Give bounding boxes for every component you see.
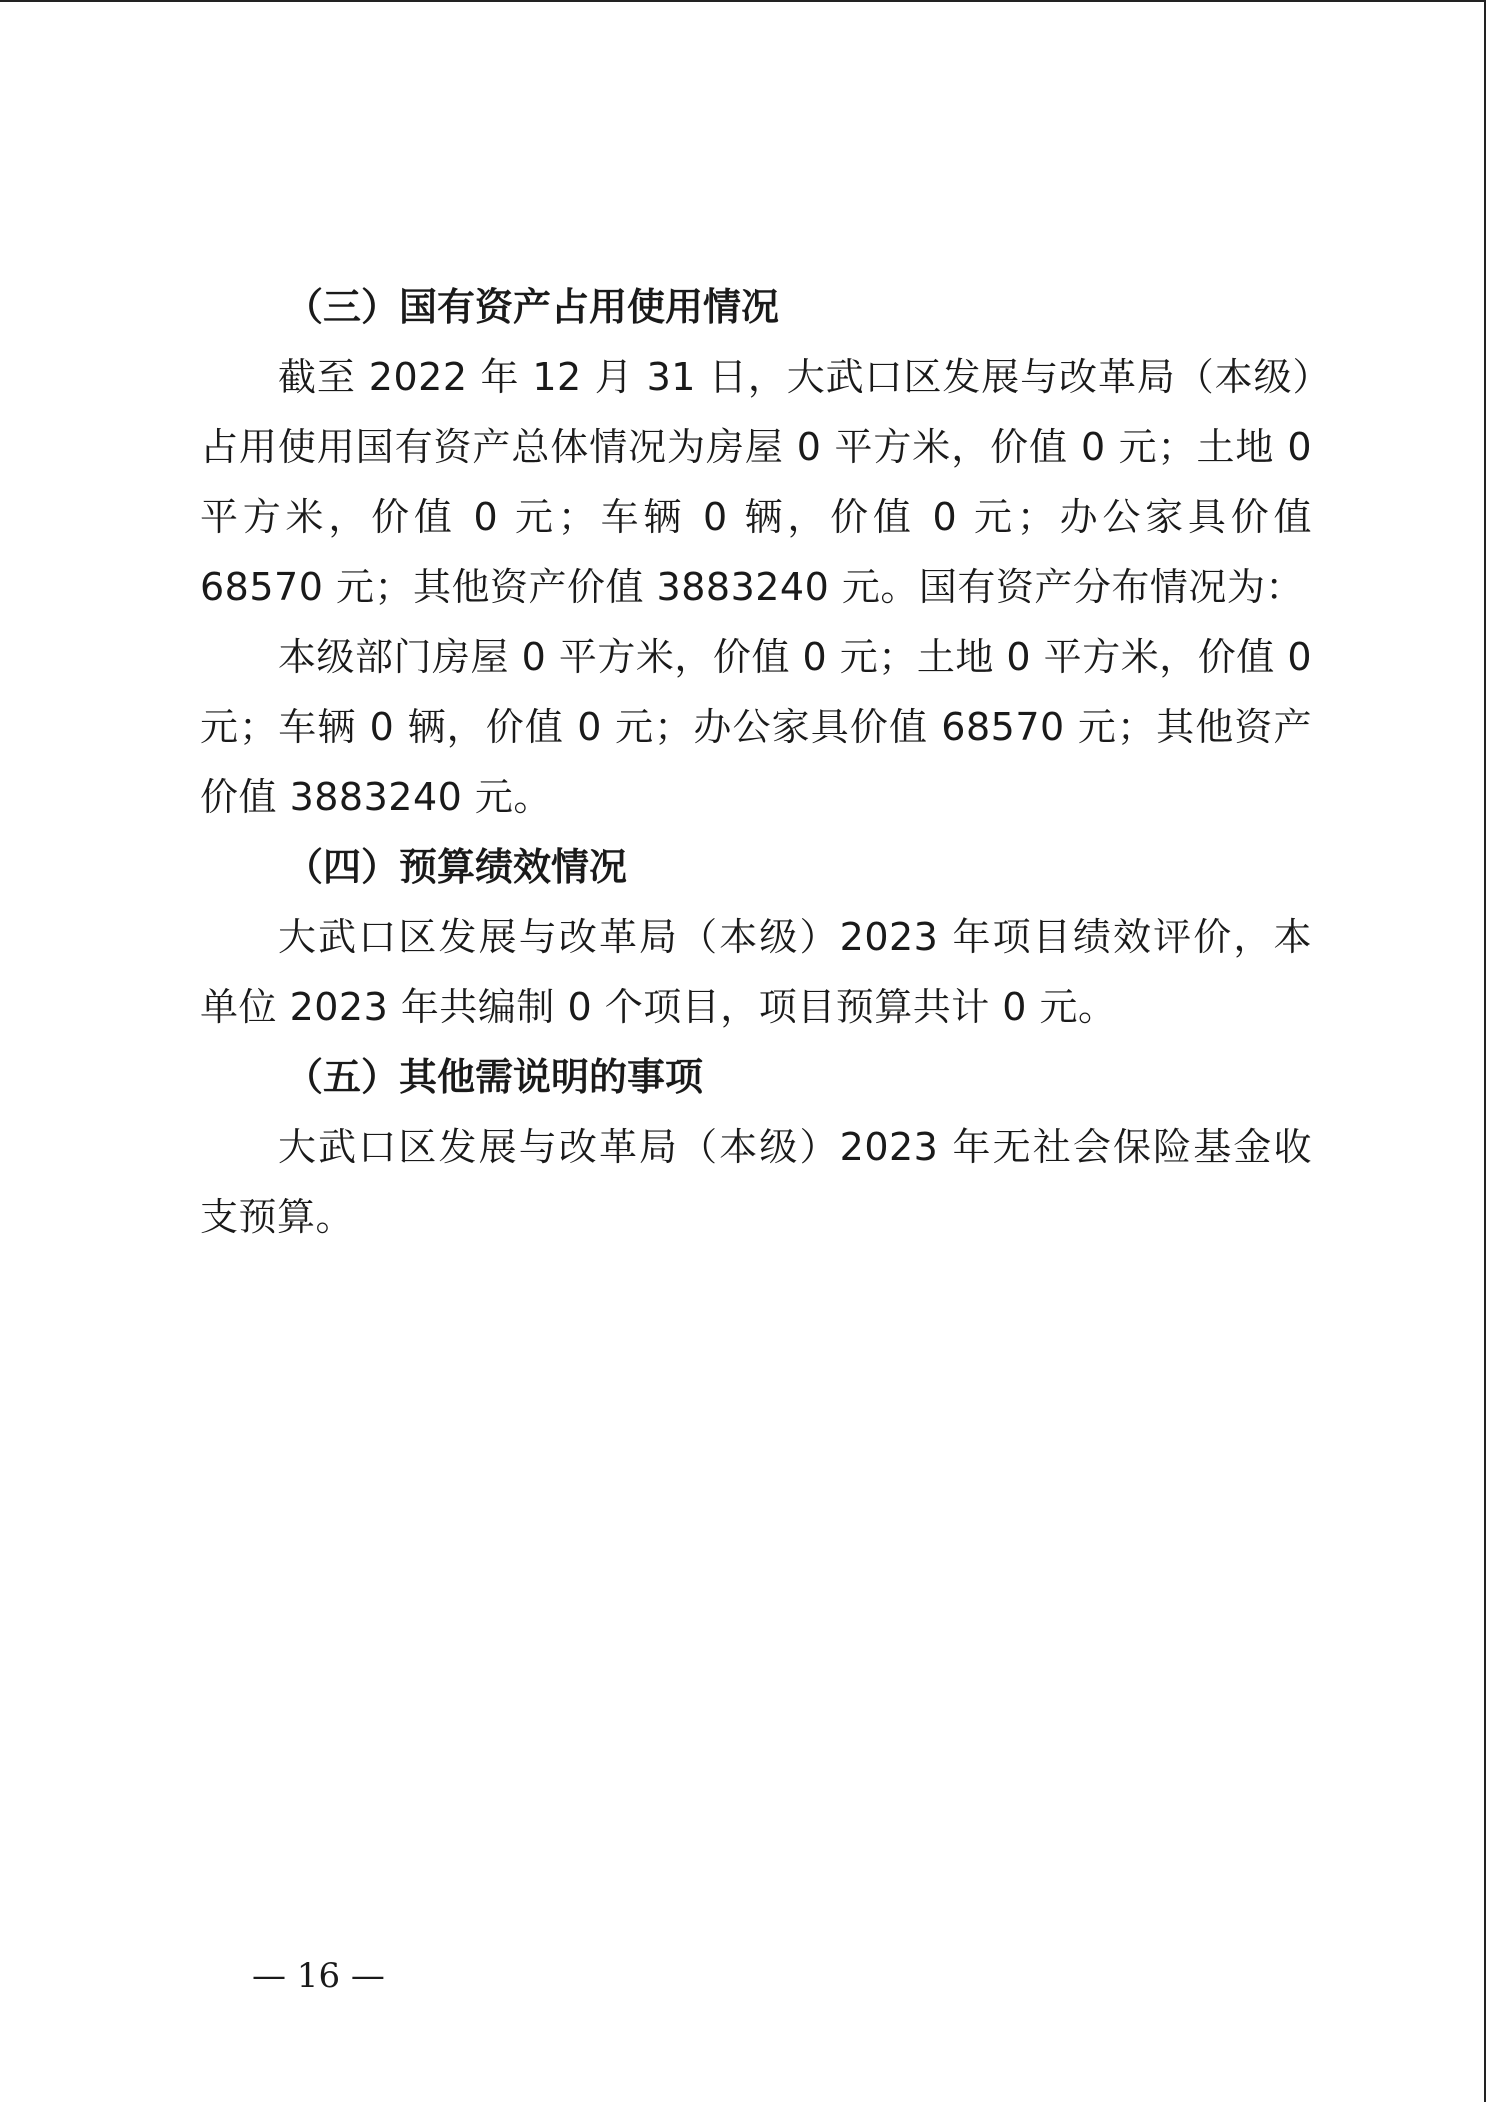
paragraph: 大武口区发展与改革局（本级）2023 年无社会保险基金收支预算。: [200, 1125, 1312, 1239]
section-state-assets: [200, 272, 1312, 832]
paragraph: 本级部门房屋 0 平方米，价值 0 元；土地 0 平方米，价值 0 元；车辆 0 辆，价值 0 元；办公家具价值 68570 元；其他资产价值 3883240 元。: [200, 635, 1312, 819]
section-heading: （五）其他需说明的事项: [285, 1055, 704, 1099]
section-heading: （三）国有资产占用使用情况: [285, 285, 780, 329]
document-body: [200, 272, 1312, 1252]
section-budget-performance: [200, 832, 1312, 1042]
paragraph: 大武口区发展与改革局（本级）2023 年项目绩效评价，本单位 2023 年共编制 0 个项目，项目预算共计 0 元。: [200, 915, 1312, 1029]
page-number: — 16 —: [252, 1956, 385, 1996]
section-other-matters: [200, 1042, 1312, 1252]
paragraph: 截至 2022 年 12 月 31 日，大武口区发展与改革局（本级）占用使用国有资产总体情况为房屋 0 平方米，价值 0 元；土地 0 平方米，价值 0 元；车辆 0 辆，价值 0 元；办公家具价值 68570 元；其他资产价值 3883240 元。国有资产分布情况为：: [200, 355, 1312, 609]
section-heading: （四）预算绩效情况: [285, 845, 628, 889]
